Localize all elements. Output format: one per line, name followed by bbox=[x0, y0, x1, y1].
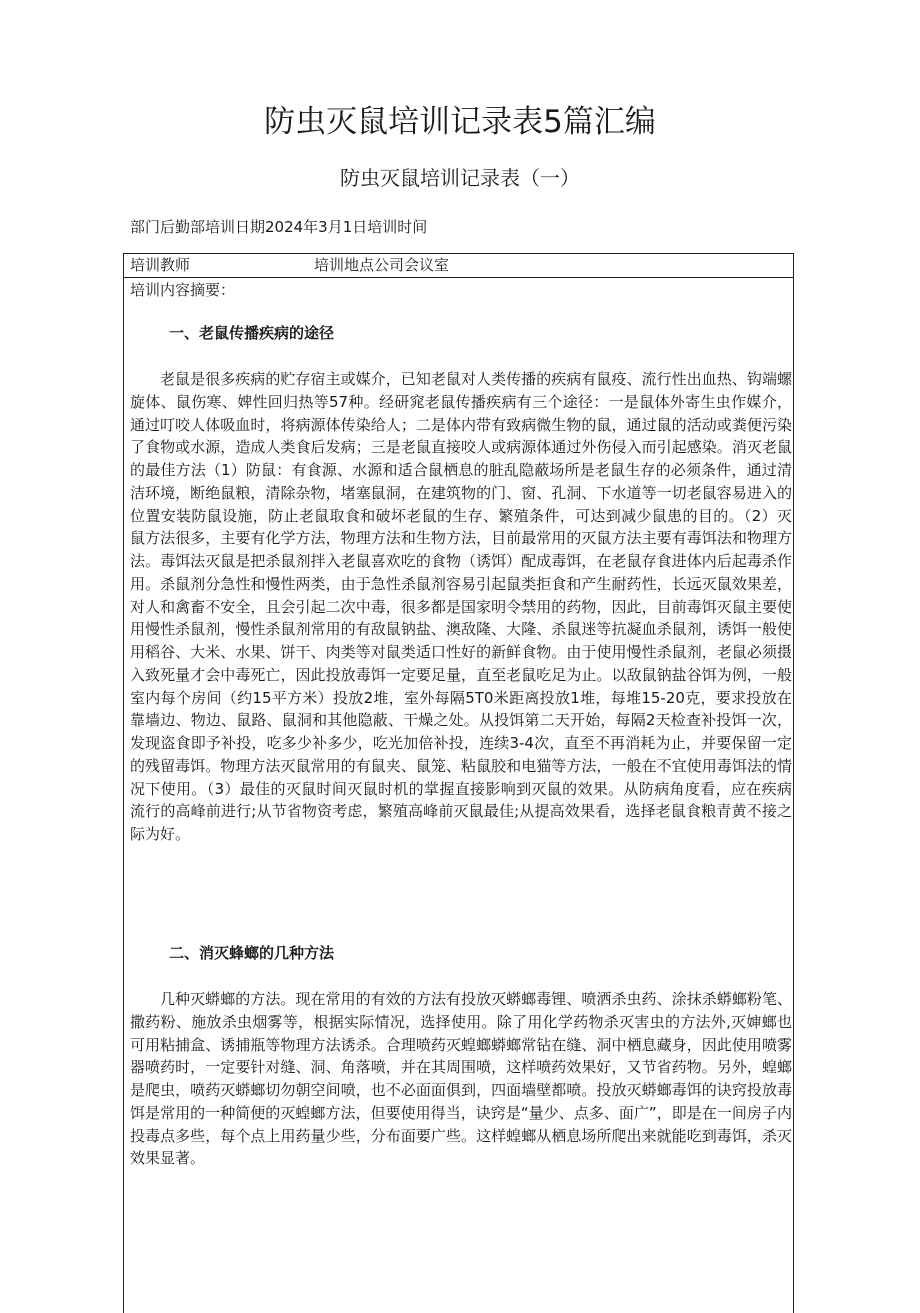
training-meta-line: 部门后勤部培训日期2024年3月1日培训时间 bbox=[130, 218, 428, 236]
section-paragraph-cockroach: 几种灭蟒螂的方法。现在常用的有效的方法有投放灭蟒螂毒锂、喷洒杀虫药、涂抹杀蟒螂粉笔、撒药粉、施放杀虫烟雾等，根据实际情况，选择使用。除了用化学药物杀灭害虫的方法外,灭婶螂也可用粘捕盒、诱捕瓶等物理方法诱杀。合理喷药灭蝗螂蟒螂常钻在缝、洞中栖息藏身，因此使用喷雾器喷药时，一定要针对缝、洞、角落喷，并在其周围喷，这样喷药效果好，又节省药物。另外，蝗螂是爬虫，喷药灭蟒螂切勿朝空间喷，也不必面面俱到，四面墙壁都喷。投放灭蟒螂毒饵的诀窍投放毒饵是常用的一种简便的灭蝗螂方法，但要使用得当，诀窍是“量少、点多、面广”，即是在一间房子内投毒点多些，每个点上用药量少些，分布面要广些。这样蝗螂从栖息场所爬出来就能吃到毒饵，杀灭效果显著。 bbox=[130, 990, 792, 1168]
document-sub-title: 防虫灭鼠培训记录表（一） bbox=[340, 166, 580, 190]
training-record-table bbox=[123, 253, 794, 1313]
section-heading-rodent: 一、老鼠传播疾病的途径 bbox=[169, 324, 335, 342]
section-heading-cockroach: 二、消灭蜂螂的几种方法 bbox=[169, 944, 335, 962]
teacher-label: 培训教师 bbox=[130, 256, 191, 274]
content-summary-label: 培训内容摘要： bbox=[130, 281, 236, 299]
place-label: 培训地点公司会议室 bbox=[314, 256, 450, 274]
document-main-title: 防虫灭鼠培训记录表5篇汇编 bbox=[264, 104, 656, 140]
section-paragraph-rodent: 老鼠是很多疾病的贮存宿主或媒介，已知老鼠对人类传播的疾病有鼠疫、流行性出血热、钩端螺旋体、鼠伤寒、婢性回归热等57种。经研窕老鼠传播疾病有三个途径：一是鼠体外寄生虫作媒介，通过叮咬人体吸血时，将病源体传染给人；二是体内带有致病微生物的鼠，通过鼠的活动或粪便污染了食物或水源，造成人类食后发病；三是老鼠直接咬人或病源体通过外伤侵入而引起感染。消灭老鼠的最佳方法（1）防鼠：有食源、水源和适合鼠栖息的脏乱隐蔽场所是老鼠生存的必须条件，通过清洁环境，断绝鼠粮，清除杂物，堵塞鼠洞，在建筑物的门、窗、孔洞、下水道等一切老鼠容易进入的位置安装防鼠设施，防止老鼠取食和破坏老鼠的生存、繁殖条件，可达到减少鼠患的目的。（2）灭鼠方法很多，主要有化学方法，物理方法和生物方法，目前最常用的灭鼠方法主要有毒饵法和物理方法。毒饵法灭鼠是把杀鼠剂拌入老鼠喜欢吃的食物（诱饵）配成毒饵，在老鼠存食进体内后起毒杀作用。杀鼠剂分急性和慢性两类，由于急性杀鼠剂容易引起鼠类拒食和产生耐药性，长远灭鼠效果差，对人和禽畜不安全，且会引起二次中毒，很多都是国家明令禁用的药物，因此，目前毒饵灭鼠主要使用慢性杀鼠剂，慢性杀鼠剂常用的有敌鼠钠盐、澳敌隆、大隆、杀鼠迷等抗凝血杀鼠剂，诱饵一般使用稻谷、大米、水果、饼干、肉类等对鼠类适口性好的新鲜食物。由于使用慢性杀鼠剂，老鼠必须摄入致死量才会中毒死亡，因此投放毒饵一定要足量，直至老鼠吃足为止。以敌鼠钠盐谷饵为例，一般室内每个房间（约15平方米）投放2堆，室外每隔5T0米距离投放1堆，每堆15-20克，要求投放在靠墙边、物边、鼠路、鼠洞和其他隐蔽、干燥之处。从投饵第二天开始，每隔2天检查补投饵一次，发现盗食即予补投，吃多少补多少，吃光加倍补投，连续3-4次，直至不再消耗为止，并要保留一定的残留毒饵。物理方法灭鼠常用的有鼠夹、鼠笼、粘鼠胶和电猫等方法，一般在不宜使用毒饵法的情况下使用。（3）最佳的灭鼠时间灭鼠时机的掌握直接影响到灭鼠的效果。从防病角度看，应在疾病流行的高峰前进行;从节省物资考虑，繁殖高峰前灭鼠最佳;从提高效果看，选择老鼠食粮青黄不接之际为好。 bbox=[130, 370, 792, 843]
teacher-place-row bbox=[124, 254, 793, 278]
